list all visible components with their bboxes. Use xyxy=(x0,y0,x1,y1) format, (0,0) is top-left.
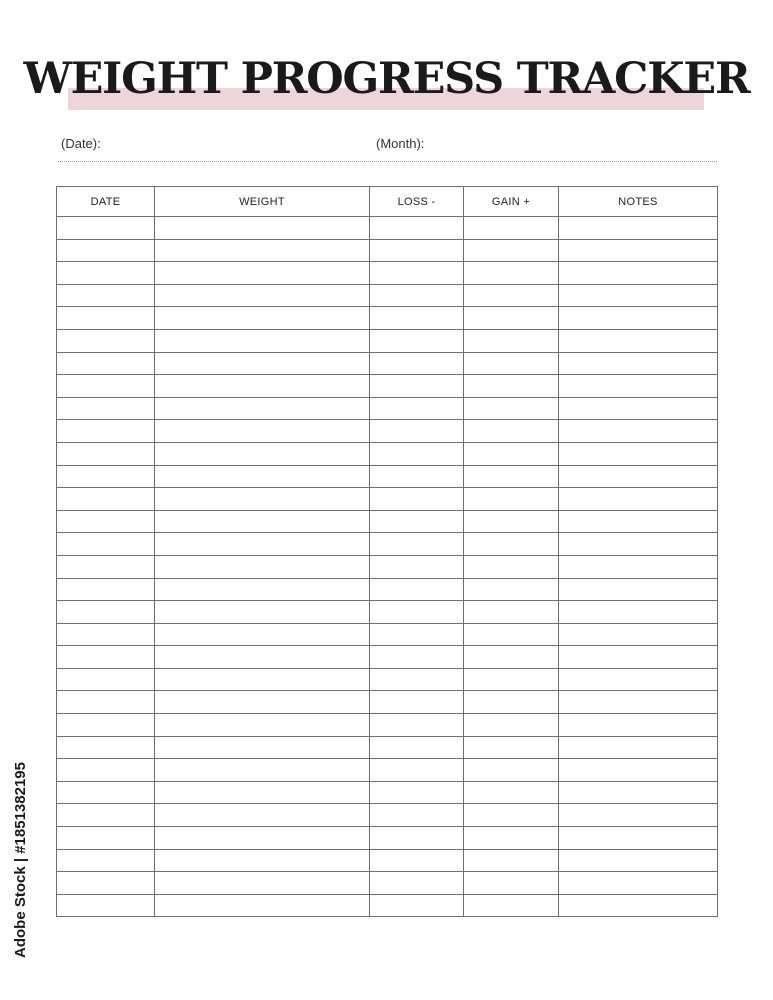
cell-notes[interactable] xyxy=(559,714,718,737)
table-row xyxy=(57,759,718,782)
cell-weight[interactable] xyxy=(155,488,370,511)
cell-date[interactable] xyxy=(57,375,155,398)
cell-notes[interactable] xyxy=(559,759,718,782)
cell-notes[interactable] xyxy=(559,284,718,307)
cell-weight[interactable] xyxy=(155,465,370,488)
cell-date[interactable] xyxy=(57,714,155,737)
cell-weight[interactable] xyxy=(155,872,370,895)
cell-gain[interactable] xyxy=(464,759,559,782)
cell-date[interactable] xyxy=(57,465,155,488)
cell-gain[interactable] xyxy=(464,804,559,827)
cell-weight[interactable] xyxy=(155,668,370,691)
cell-notes[interactable] xyxy=(559,601,718,624)
cell-date[interactable] xyxy=(57,352,155,375)
table-row xyxy=(57,284,718,307)
cell-loss[interactable] xyxy=(370,375,464,398)
cell-date[interactable] xyxy=(57,420,155,443)
cell-notes[interactable] xyxy=(559,668,718,691)
table-row xyxy=(57,894,718,917)
cell-date[interactable] xyxy=(57,601,155,624)
cell-gain[interactable] xyxy=(464,533,559,556)
cell-loss[interactable] xyxy=(370,849,464,872)
cell-notes[interactable] xyxy=(559,352,718,375)
cell-loss[interactable] xyxy=(370,488,464,511)
cell-loss[interactable] xyxy=(370,578,464,601)
cell-gain[interactable] xyxy=(464,736,559,759)
cell-loss[interactable] xyxy=(370,601,464,624)
cell-notes[interactable] xyxy=(559,442,718,465)
table-row xyxy=(57,375,718,398)
cell-loss[interactable] xyxy=(370,262,464,285)
cell-notes[interactable] xyxy=(559,375,718,398)
cell-gain[interactable] xyxy=(464,397,559,420)
cell-weight[interactable] xyxy=(155,442,370,465)
cell-notes[interactable] xyxy=(559,397,718,420)
cell-gain[interactable] xyxy=(464,555,559,578)
column-header-loss: LOSS - xyxy=(370,187,464,217)
cell-date[interactable] xyxy=(57,217,155,240)
cell-loss[interactable] xyxy=(370,442,464,465)
table-row xyxy=(57,465,718,488)
table-row xyxy=(57,736,718,759)
cell-weight[interactable] xyxy=(155,714,370,737)
cell-notes[interactable] xyxy=(559,736,718,759)
cell-loss[interactable] xyxy=(370,714,464,737)
cell-date[interactable] xyxy=(57,329,155,352)
column-header-date: DATE xyxy=(57,187,155,217)
cell-weight[interactable] xyxy=(155,759,370,782)
cell-weight[interactable] xyxy=(155,894,370,917)
cell-date[interactable] xyxy=(57,533,155,556)
cell-gain[interactable] xyxy=(464,781,559,804)
cell-notes[interactable] xyxy=(559,307,718,330)
cell-date[interactable] xyxy=(57,623,155,646)
cell-notes[interactable] xyxy=(559,555,718,578)
table-row xyxy=(57,217,718,240)
cell-loss[interactable] xyxy=(370,510,464,533)
cell-date[interactable] xyxy=(57,442,155,465)
cell-weight[interactable] xyxy=(155,239,370,262)
cell-date[interactable] xyxy=(57,827,155,850)
cell-loss[interactable] xyxy=(370,759,464,782)
cell-notes[interactable] xyxy=(559,872,718,895)
cell-notes[interactable] xyxy=(559,420,718,443)
table-row xyxy=(57,329,718,352)
cell-gain[interactable] xyxy=(464,284,559,307)
table-row xyxy=(57,804,718,827)
cell-gain[interactable] xyxy=(464,307,559,330)
table-row xyxy=(57,510,718,533)
cell-weight[interactable] xyxy=(155,510,370,533)
table-row xyxy=(57,488,718,511)
cell-weight[interactable] xyxy=(155,262,370,285)
cell-date[interactable] xyxy=(57,262,155,285)
title-area xyxy=(0,52,773,112)
cell-gain[interactable] xyxy=(464,420,559,443)
cell-loss[interactable] xyxy=(370,420,464,443)
cell-weight[interactable] xyxy=(155,691,370,714)
table-row xyxy=(57,555,718,578)
cell-gain[interactable] xyxy=(464,849,559,872)
table-row xyxy=(57,262,718,285)
cell-weight[interactable] xyxy=(155,781,370,804)
cell-notes[interactable] xyxy=(559,217,718,240)
cell-loss[interactable] xyxy=(370,736,464,759)
cell-notes[interactable] xyxy=(559,578,718,601)
cell-loss[interactable] xyxy=(370,329,464,352)
cell-notes[interactable] xyxy=(559,623,718,646)
cell-loss[interactable] xyxy=(370,555,464,578)
cell-date[interactable] xyxy=(57,759,155,782)
cell-gain[interactable] xyxy=(464,329,559,352)
cell-gain[interactable] xyxy=(464,623,559,646)
cell-loss[interactable] xyxy=(370,894,464,917)
table-row xyxy=(57,578,718,601)
cell-weight[interactable] xyxy=(155,623,370,646)
cell-date[interactable] xyxy=(57,849,155,872)
cell-notes[interactable] xyxy=(559,329,718,352)
cell-gain[interactable] xyxy=(464,714,559,737)
cell-weight[interactable] xyxy=(155,375,370,398)
watermark xyxy=(10,760,34,960)
column-header-notes: NOTES xyxy=(559,187,718,217)
cell-gain[interactable] xyxy=(464,217,559,240)
cell-loss[interactable] xyxy=(370,533,464,556)
cell-loss[interactable] xyxy=(370,872,464,895)
cell-date[interactable] xyxy=(57,239,155,262)
table-row xyxy=(57,646,718,669)
cell-loss[interactable] xyxy=(370,239,464,262)
cell-weight[interactable] xyxy=(155,420,370,443)
cell-notes[interactable] xyxy=(559,262,718,285)
table-row xyxy=(57,781,718,804)
cell-gain[interactable] xyxy=(464,442,559,465)
cell-notes[interactable] xyxy=(559,239,718,262)
cell-weight[interactable] xyxy=(155,646,370,669)
cell-loss[interactable] xyxy=(370,307,464,330)
cell-loss[interactable] xyxy=(370,827,464,850)
cell-date[interactable] xyxy=(57,736,155,759)
cell-weight[interactable] xyxy=(155,827,370,850)
table-row xyxy=(57,714,718,737)
date-field-label: (Date): xyxy=(61,136,101,151)
month-field-label: (Month): xyxy=(376,136,425,151)
page-title: WEIGHT PROGRESS TRACKER xyxy=(23,54,750,104)
cell-notes[interactable] xyxy=(559,465,718,488)
cell-weight[interactable] xyxy=(155,804,370,827)
cell-gain[interactable] xyxy=(464,668,559,691)
cell-weight[interactable] xyxy=(155,849,370,872)
cell-notes[interactable] xyxy=(559,781,718,804)
table-row xyxy=(57,442,718,465)
cell-loss[interactable] xyxy=(370,352,464,375)
cell-gain[interactable] xyxy=(464,488,559,511)
cell-gain[interactable] xyxy=(464,601,559,624)
cell-gain[interactable] xyxy=(464,872,559,895)
table-row xyxy=(57,872,718,895)
cell-weight[interactable] xyxy=(155,555,370,578)
cell-weight[interactable] xyxy=(155,397,370,420)
table-body xyxy=(57,217,718,917)
header-row xyxy=(57,187,718,217)
cell-gain[interactable] xyxy=(464,691,559,714)
cell-loss[interactable] xyxy=(370,646,464,669)
cell-gain[interactable] xyxy=(464,375,559,398)
cell-loss[interactable] xyxy=(370,397,464,420)
cell-notes[interactable] xyxy=(559,827,718,850)
cell-notes[interactable] xyxy=(559,804,718,827)
cell-date[interactable] xyxy=(57,691,155,714)
cell-loss[interactable] xyxy=(370,668,464,691)
cell-weight[interactable] xyxy=(155,307,370,330)
watermark-text: Adobe Stock | #1851382195 xyxy=(12,762,29,958)
cell-date[interactable] xyxy=(57,307,155,330)
cell-date[interactable] xyxy=(57,578,155,601)
cell-loss[interactable] xyxy=(370,284,464,307)
cell-notes[interactable] xyxy=(559,894,718,917)
table-row xyxy=(57,352,718,375)
table-row xyxy=(57,397,718,420)
cell-date[interactable] xyxy=(57,397,155,420)
cell-loss[interactable] xyxy=(370,691,464,714)
field-dotted-line xyxy=(58,161,717,162)
cell-date[interactable] xyxy=(57,510,155,533)
table-row xyxy=(57,668,718,691)
cell-loss[interactable] xyxy=(370,623,464,646)
cell-gain[interactable] xyxy=(464,239,559,262)
cell-loss[interactable] xyxy=(370,465,464,488)
table-row xyxy=(57,691,718,714)
cell-gain[interactable] xyxy=(464,352,559,375)
cell-notes[interactable] xyxy=(559,488,718,511)
table-row xyxy=(57,420,718,443)
cell-date[interactable] xyxy=(57,804,155,827)
table-row xyxy=(57,827,718,850)
cell-date[interactable] xyxy=(57,284,155,307)
cell-weight[interactable] xyxy=(155,578,370,601)
cell-date[interactable] xyxy=(57,781,155,804)
table-row xyxy=(57,623,718,646)
cell-gain[interactable] xyxy=(464,894,559,917)
cell-date[interactable] xyxy=(57,894,155,917)
cell-weight[interactable] xyxy=(155,736,370,759)
table-row xyxy=(57,601,718,624)
cell-notes[interactable] xyxy=(559,510,718,533)
cell-gain[interactable] xyxy=(464,578,559,601)
cell-loss[interactable] xyxy=(370,217,464,240)
cell-weight[interactable] xyxy=(155,533,370,556)
cell-notes[interactable] xyxy=(559,849,718,872)
column-header-gain: GAIN + xyxy=(464,187,559,217)
cell-notes[interactable] xyxy=(559,691,718,714)
cell-date[interactable] xyxy=(57,668,155,691)
cell-date[interactable] xyxy=(57,872,155,895)
cell-weight[interactable] xyxy=(155,601,370,624)
table-row xyxy=(57,849,718,872)
cell-weight[interactable] xyxy=(155,284,370,307)
table-row xyxy=(57,533,718,556)
tracker-table xyxy=(56,186,718,917)
cell-weight[interactable] xyxy=(155,217,370,240)
cell-date[interactable] xyxy=(57,488,155,511)
cell-gain[interactable] xyxy=(464,262,559,285)
cell-date[interactable] xyxy=(57,555,155,578)
cell-weight[interactable] xyxy=(155,329,370,352)
cell-gain[interactable] xyxy=(464,510,559,533)
cell-gain[interactable] xyxy=(464,646,559,669)
table-row xyxy=(57,307,718,330)
cell-notes[interactable] xyxy=(559,646,718,669)
cell-notes[interactable] xyxy=(559,533,718,556)
cell-gain[interactable] xyxy=(464,827,559,850)
cell-gain[interactable] xyxy=(464,465,559,488)
cell-loss[interactable] xyxy=(370,804,464,827)
table-row xyxy=(57,239,718,262)
cell-date[interactable] xyxy=(57,646,155,669)
column-header-weight: WEIGHT xyxy=(155,187,370,217)
cell-weight[interactable] xyxy=(155,352,370,375)
cell-loss[interactable] xyxy=(370,781,464,804)
